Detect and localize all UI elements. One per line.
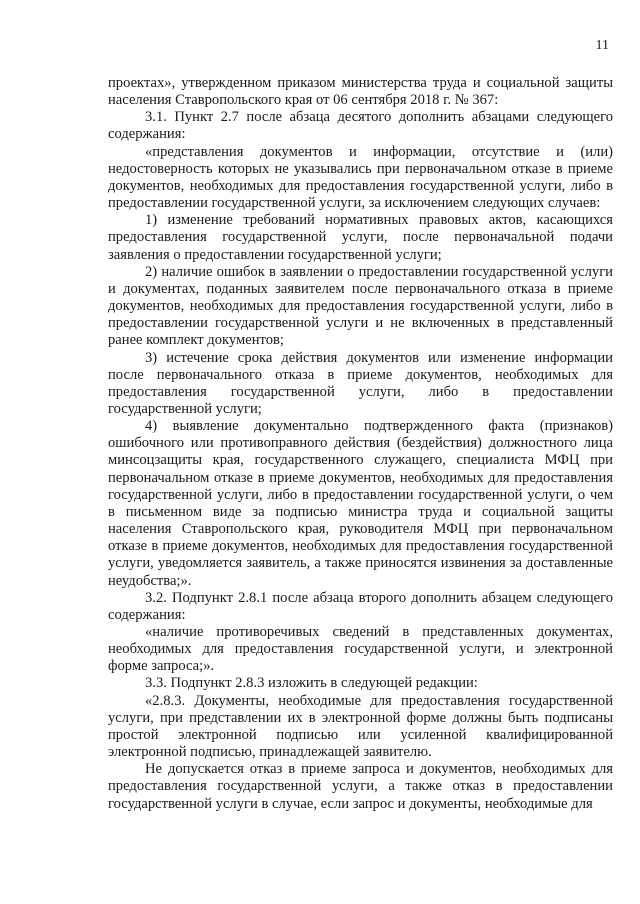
paragraph-quote-intro: «представления документов и информации, отсутствие и (или) недостоверность которых не указывались при первоначальном отказе в приеме документов, необходимых для предоставления государственной услуги, либо в предоставлении государственной услуги, за исключением следующих случаев: [108,143,613,212]
paragraph-3-1: 3.1. Пункт 2.7 после абзаца десятого дополнить абзацами следующего содержания: [108,109,613,143]
paragraph-quote-contradictory: «наличие противоречивых сведений в представленных документах, необходимых для предоставления государственной услуги, и электронной форме запроса;». [108,624,613,675]
paragraph-2-8-3: «2.8.3. Документы, необходимые для предоставления государственной услуги, при представлении их в электронной форме должны быть подписаны простой электронной подписью или усиленной квалифицированной электронной подписью, принадлежащей заявителю. [108,692,613,761]
document-body [108,75,613,813]
paragraph-continuation: проектах», утвержденном приказом министерства труда и социальной защиты населения Ставропольского края от 06 сентября 2018 г. № 367: [108,75,613,109]
paragraph-item-2: 2) наличие ошибок в заявлении о предоставлении государственной услуги и документах, поданных заявителем после первоначального отказа в приеме документов, необходимых для предоставления государственной услуги, либо в предоставлении государственной услуги и не включенных в представленный ранее комплект документов; [108,263,613,349]
paragraph-3-2: 3.2. Подпункт 2.8.1 после абзаца второго дополнить абзацем следующего содержания: [108,589,613,623]
paragraph-item-4: 4) выявление документально подтвержденного факта (признаков) ошибочного или противоправного действия (бездействия) должностного лица минсоцзащиты края, государственного служащего, специалиста МФЦ при первоначальном отказе в приеме документов, необходимых для предоставления государственной услуги, либо в предоставлении государственной услуги, о чем в письменном виде за подписью министра труда и социальной защиты населения Ставропольского края, руководителя МФЦ при первоначальном отказе в приеме документов, необходимых для предоставления государственной услуги, уведомляется заявитель, а также приносятся извинения за доставленные неудобства;». [108,418,613,589]
paragraph-item-3: 3) истечение срока действия документов или изменение информации после первоначального отказа в приеме документов, необходимых для предоставления государственной услуги, либо в предоставлении государственной услуги; [108,349,613,417]
paragraph-item-1: 1) изменение требований нормативных правовых актов, касающихся предоставления государственной услуги, после первоначальной подачи заявления о предоставлении государственной услуги; [108,212,613,263]
page-number: 11 [595,38,609,53]
paragraph-3-3: 3.3. Подпункт 2.8.3 изложить в следующей редакции: [145,675,478,692]
paragraph-refusal: Не допускается отказ в приеме запроса и документов, необходимых для предоставления государственной услуги, а также отказ в предоставлении государственной услуги в случае, если запрос и документы, необходимые для [108,761,613,812]
